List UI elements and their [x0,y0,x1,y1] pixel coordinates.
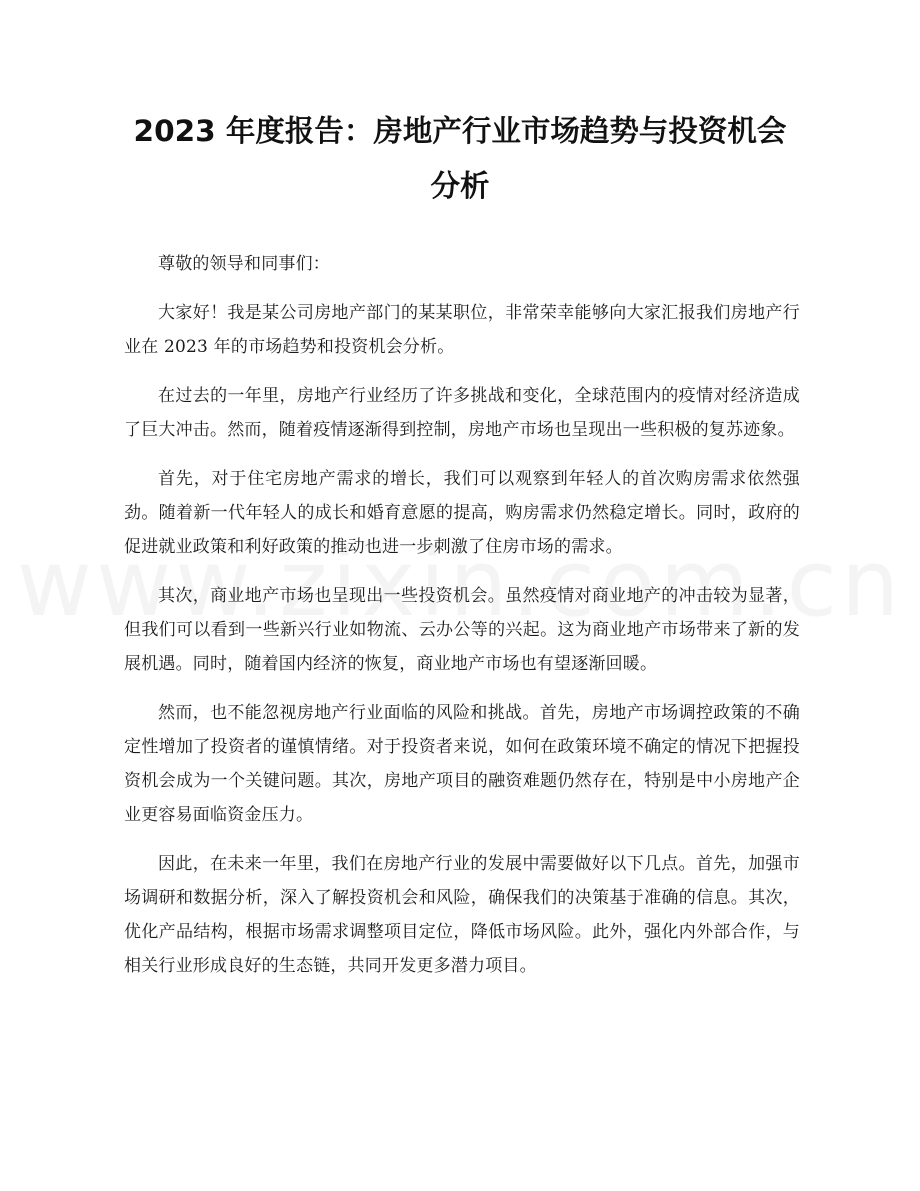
body-paragraph: 大家好！我是某公司房地产部门的某某职位，非常荣幸能够向大家汇报我们房地产行业在 2023 年的市场趋势和投资机会分析。 [124,303,800,357]
body-paragraph: 在过去的一年里，房地产行业经历了许多挑战和变化，全球范围内的疫情对经济造成了巨大冲击。然而，随着疫情逐渐得到控制，房地产市场也呈现出一些积极的复苏迹象。 [124,386,800,440]
body-paragraph: 首先，对于住宅房地产需求的增长，我们可以观察到年轻人的首次购房需求依然强劲。随着新一代年轻人的成长和婚育意愿的提高，购房需求仍然稳定增长。同时，政府的促进就业政策和利好政策的推动也进一步刺激了住房市场的需求。 [124,469,800,557]
document-title: 2023 年度报告：房地产行业市场趋势与投资机会分析 [133,114,787,203]
body-paragraph: 其次，商业地产市场也呈现出一些投资机会。虽然疫情对商业地产的冲击较为显著，但我们可以看到一些新兴行业如物流、云办公等的兴起。这为商业地产市场带来了新的发展机遇。同时，随着国内经济的恢复，商业地产市场也有望逐渐回暖。 [124,586,800,674]
body-paragraph: 然而，也不能忽视房地产行业面临的风险和挑战。首先，房地产市场调控政策的不确定性增加了投资者的谨慎情绪。对于投资者来说，如何在政策环境不确定的情况下把握投资机会成为一个关键问题。其次，房地产项目的融资难题仍然存在，特别是中小房地产企业更容易面临资金压力。 [124,703,800,825]
body-paragraph: 因此，在未来一年里，我们在房地产行业的发展中需要做好以下几点。首先，加强市场调研和数据分析，深入了解投资机会和风险，确保我们的决策基于准确的信息。其次，优化产品结构，根据市场需求调整项目定位，降低市场风险。此外，强化内外部合作，与相关行业形成良好的生态链，共同开发更多潜力项目。 [124,854,800,976]
document-body [124,247,800,983]
salutation-paragraph: 尊敬的领导和同事们： [158,254,330,274]
